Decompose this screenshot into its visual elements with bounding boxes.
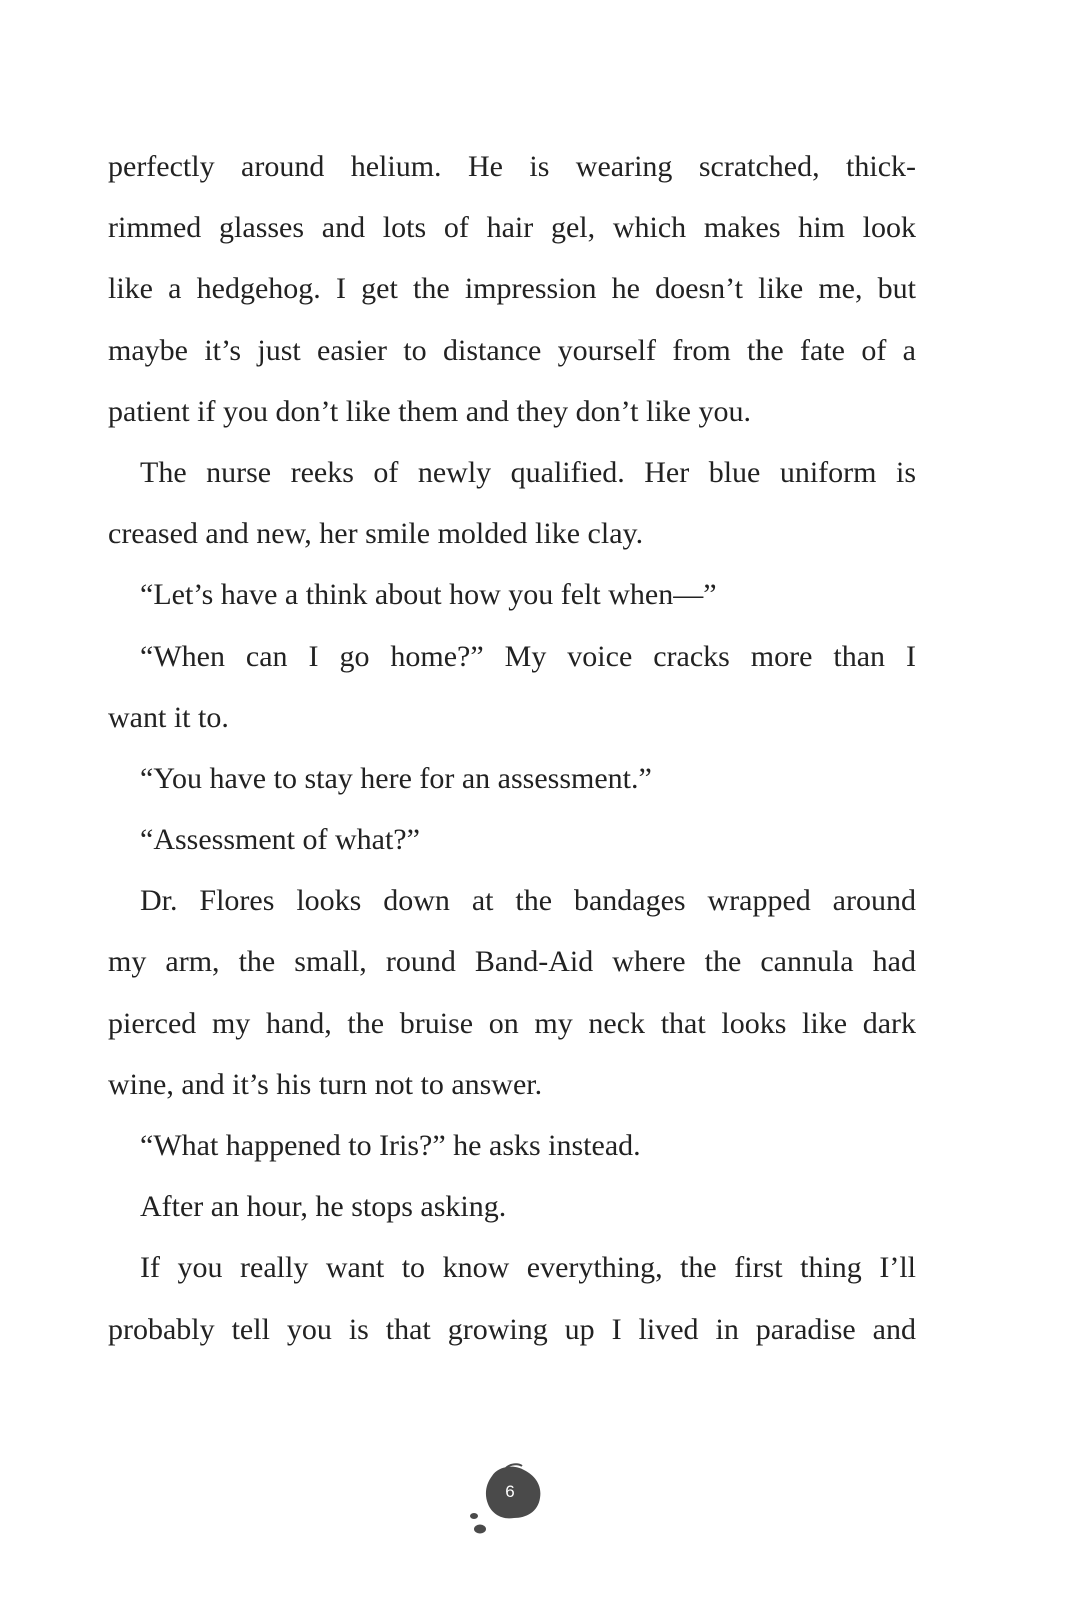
text-line-12: “Assessment of what?”	[140, 823, 420, 857]
text-line-7: creased and new, her smile molded like clay.	[108, 517, 644, 551]
text-line-5: patient if you don’t like them and they don’t like you.	[108, 394, 751, 428]
text-line-16: wine, and it’s his turn not to answer.	[108, 1067, 543, 1101]
text-line-10: want it to.	[108, 700, 229, 734]
text-line-17: “What happened to Iris?” he asks instead.	[140, 1129, 641, 1162]
text-line-14: my arm, the small, round Band-Aid where the cannula had	[108, 945, 916, 979]
text-line-11: “You have to stay here for an assessment.”	[140, 761, 652, 795]
ink-blot-icon	[462, 1462, 552, 1542]
text-line-13: Dr. Flores looks down at the bandages wrapped around	[140, 884, 916, 918]
text-line-4: maybe it’s just easier to distance yourself from the fate of a	[108, 333, 916, 367]
text-line-6: The nurse reeks of newly qualified. Her blue uniform is	[140, 455, 916, 489]
text-line-20: probably tell you is that growing up I lived in paradise and	[108, 1312, 916, 1346]
page-number-badge	[462, 1462, 552, 1542]
text-line-18: After an hour, he stops asking.	[140, 1190, 507, 1224]
text-line-2: rimmed glasses and lots of hair gel, which makes him look	[108, 211, 916, 245]
page-number: 6	[505, 1482, 515, 1501]
body-text	[108, 136, 916, 1360]
text-line-3: like a hedgehog. I get the impression he doesn’t like me, but	[108, 272, 916, 306]
text-line-15: pierced my hand, the bruise on my neck that looks like dark	[108, 1006, 916, 1040]
text-line-8: “Let’s have a think about how you felt when—”	[140, 578, 717, 612]
text-line-9: “When can I go home?” My voice cracks more than I	[140, 639, 916, 673]
text-line-19: If you really want to know everything, the first thing I’ll	[140, 1251, 916, 1285]
text-line-1: perfectly around helium. He is wearing scratched, thick-	[108, 150, 916, 183]
